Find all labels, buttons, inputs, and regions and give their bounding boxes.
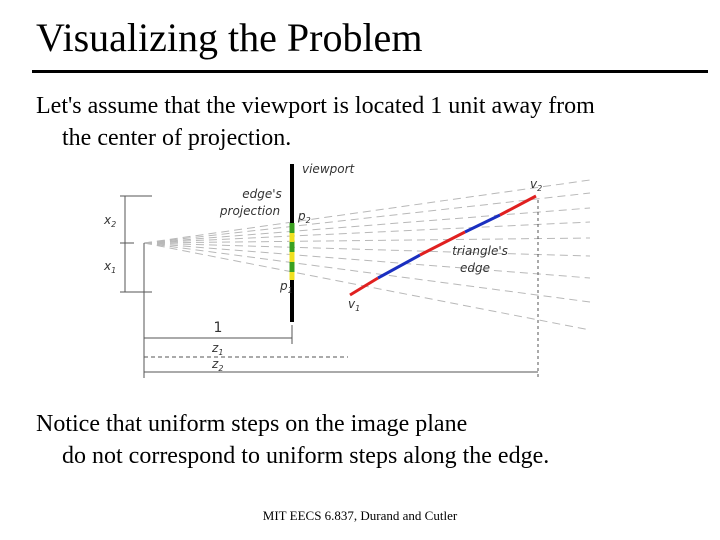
x2-label: $x_2$ bbox=[104, 213, 117, 229]
z2-label: $z_2$ bbox=[212, 357, 224, 373]
x1-label: $x_1$ bbox=[104, 259, 117, 275]
intro-paragraph bbox=[36, 90, 595, 154]
projection-diagram bbox=[104, 160, 600, 385]
v1-label: $v_1$ bbox=[348, 297, 361, 313]
z1-label: $z_1$ bbox=[212, 341, 224, 357]
v2-label: $v_2$ bbox=[530, 177, 543, 193]
notice-line-2: do not correspond to uniform steps along the edge. bbox=[62, 443, 550, 469]
edge-projection-label: edge's bbox=[242, 187, 282, 201]
triangle-edge-label-2: edge bbox=[460, 261, 490, 275]
triangle-edge-label: triangle's bbox=[452, 244, 508, 258]
p2-label: $p_2$ bbox=[298, 209, 311, 225]
viewport-label: viewport bbox=[302, 162, 355, 176]
slide-footer: MIT EECS 6.837, Durand and Cutler bbox=[262, 508, 458, 523]
triangle-edge bbox=[350, 196, 536, 295]
p1-label: $p_1$ bbox=[280, 279, 293, 295]
slide-title: Visualizing the Problem bbox=[36, 15, 423, 60]
edge-projection-label-2: projection bbox=[219, 204, 281, 218]
intro-line-1: Let's assume that the viewport is located 1 unit away from bbox=[36, 93, 595, 119]
z-dimensions bbox=[144, 200, 538, 380]
title-underline bbox=[32, 70, 708, 73]
intro-line-2: the center of projection. bbox=[62, 125, 292, 151]
unit-distance-label: 1 bbox=[213, 320, 223, 336]
notice-paragraph bbox=[36, 408, 549, 472]
notice-line-1: Notice that uniform steps on the image plane bbox=[36, 411, 468, 437]
